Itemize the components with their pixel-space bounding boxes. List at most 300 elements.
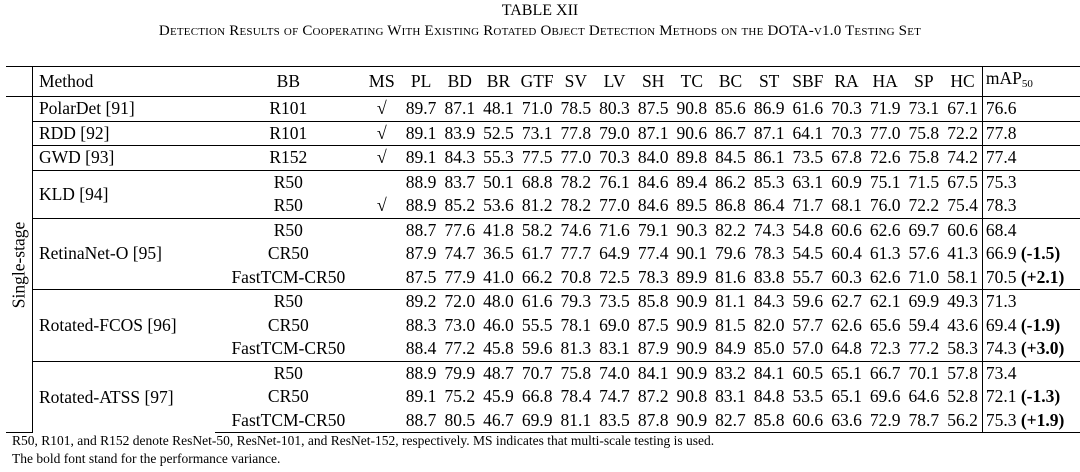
value-cell: 78.5 [556, 97, 595, 122]
value-cell: 81.2 [521, 195, 553, 216]
map-delta: (+1.9) [1020, 409, 1065, 430]
map-cell [982, 194, 1080, 218]
value-cell: 52.8 [947, 386, 978, 407]
value-cell: 89.8 [672, 146, 711, 171]
value-cell: 89.1 [402, 146, 441, 171]
header-row [6, 67, 1080, 97]
table-row [6, 121, 1080, 146]
header-sv: SV [556, 67, 595, 97]
value-cell: 85.2 [444, 195, 476, 216]
value-cell: 84.9 [715, 338, 746, 359]
map-value: 78.3 [985, 195, 1017, 216]
value-cell: 75.4 [947, 195, 978, 216]
value-cell: 80.3 [595, 97, 634, 122]
value-cell: 85.3 [750, 170, 789, 194]
value-cell: 71.5 [905, 170, 944, 194]
value-cell: 87.8 [634, 409, 673, 433]
backbone-cell: CR50 [267, 386, 309, 407]
value-cell: 72.5 [599, 266, 630, 287]
map-value: 71.3 [985, 291, 1017, 312]
value-cell: 85.8 [634, 290, 673, 314]
value-cell: 71.7 [792, 195, 824, 216]
value-cell: 70.3 [827, 97, 866, 122]
value-cell: 64.1 [789, 121, 828, 146]
value-cell: 73.1 [518, 121, 557, 146]
value-cell: 86.1 [750, 146, 789, 171]
value-cell: 72.0 [440, 290, 479, 314]
value-cell: 60.6 [943, 218, 982, 242]
value-cell: 59.6 [521, 338, 553, 359]
table-row [6, 290, 1080, 314]
value-cell: 90.3 [672, 218, 711, 242]
value-cell: 84.1 [750, 361, 789, 385]
map-value: 75.3 [985, 409, 1017, 430]
value-cell: 73.0 [444, 314, 476, 335]
header-bb: BB [215, 67, 362, 97]
value-cell: 74.2 [943, 146, 982, 171]
value-cell: 58.1 [947, 266, 978, 287]
table-row [6, 146, 1080, 171]
map-delta: (-1.5) [1020, 243, 1061, 264]
backbone-cell: R50 [215, 361, 362, 385]
map-cell [982, 290, 1080, 314]
value-cell: 62.6 [866, 218, 905, 242]
value-cell: 58.2 [518, 218, 557, 242]
value-cell: 82.2 [711, 218, 750, 242]
value-cell: 83.1 [599, 338, 630, 359]
stage-header-cell [6, 67, 32, 97]
header-lv: LV [595, 67, 634, 97]
value-cell: 77.0 [599, 195, 630, 216]
value-cell: 67.8 [827, 146, 866, 171]
map-cell [982, 314, 1080, 338]
value-cell: 75.1 [866, 170, 905, 194]
header-ra: RA [827, 67, 866, 97]
table-row [6, 218, 1080, 242]
value-cell: 57.7 [792, 314, 824, 335]
value-cell: 36.5 [483, 243, 514, 264]
value-cell: 67.1 [943, 97, 982, 122]
value-cell: 84.0 [634, 146, 673, 171]
value-cell: 41.8 [479, 218, 518, 242]
map-value: 72.1 [985, 386, 1017, 407]
value-cell: 64.6 [908, 386, 940, 407]
value-cell: 69.9 [905, 290, 944, 314]
value-cell: 62.6 [869, 266, 901, 287]
value-cell: 86.4 [753, 195, 785, 216]
value-cell: 90.9 [672, 290, 711, 314]
method-cell: KLD [94] [32, 170, 214, 218]
value-cell: 89.7 [402, 97, 441, 122]
backbone-cell: R50 [215, 170, 362, 194]
map-cell [982, 361, 1080, 385]
method-cell: PolarDet [91] [32, 97, 214, 122]
value-cell: 64.8 [831, 338, 862, 359]
value-cell: 77.4 [637, 243, 669, 264]
map-cell [982, 385, 1080, 409]
header-ha: HA [866, 67, 905, 97]
header-map-subscript: 50 [1021, 78, 1033, 90]
map-delta: (-1.3) [1020, 386, 1061, 407]
value-cell: 61.3 [869, 243, 901, 264]
value-cell: 60.9 [827, 170, 866, 194]
value-cell: 67.5 [943, 170, 982, 194]
backbone-cell: R50 [215, 290, 362, 314]
value-cell: 62.1 [866, 290, 905, 314]
table-title: TABLE XII [501, 2, 579, 19]
value-cell: 77.6 [440, 218, 479, 242]
value-cell: 75.8 [556, 361, 595, 385]
value-cell: 90.6 [672, 121, 711, 146]
header-map-label: mAP [985, 68, 1022, 88]
map-cell [982, 170, 1080, 194]
header-gtf: GTF [518, 67, 557, 97]
value-cell: 74.0 [595, 361, 634, 385]
value-cell: 57.8 [943, 361, 982, 385]
table-body [6, 97, 1080, 433]
map-value: 77.8 [985, 122, 1017, 143]
value-cell: 89.9 [676, 266, 708, 287]
value-cell: 71.0 [908, 266, 940, 287]
backbone-cell: R50 [215, 218, 362, 242]
map-value: 75.3 [985, 171, 1017, 192]
backbone-cell: CR50 [267, 243, 309, 264]
ms-cell [362, 242, 402, 266]
value-cell: 77.9 [444, 266, 476, 287]
backbone-cell: FastTCM-CR50 [231, 266, 346, 287]
value-cell: 60.4 [831, 243, 862, 264]
backbone-cell: FastTCM-CR50 [215, 409, 362, 433]
value-cell: 72.6 [866, 146, 905, 171]
value-cell: 78.3 [753, 243, 785, 264]
value-cell: 89.1 [402, 121, 441, 146]
map-cell [982, 146, 1080, 171]
value-cell: 87.5 [405, 266, 437, 287]
value-cell: 85.8 [750, 409, 789, 433]
value-cell: 46.0 [483, 314, 514, 335]
value-cell: 74.6 [556, 218, 595, 242]
map-cell [982, 337, 1080, 361]
value-cell: 89.4 [672, 170, 711, 194]
value-cell: 70.8 [560, 266, 592, 287]
value-cell: 75.8 [905, 146, 944, 171]
method-cell: GWD [93] [32, 146, 214, 171]
value-cell: 60.6 [789, 409, 828, 433]
value-cell: 87.2 [637, 386, 669, 407]
value-cell: 72.3 [869, 338, 901, 359]
value-cell: 88.3 [405, 314, 437, 335]
backbone-cell: CR50 [267, 314, 309, 335]
value-cell: 86.2 [711, 170, 750, 194]
value-cell: 84.1 [634, 361, 673, 385]
value-cell: 84.6 [637, 195, 669, 216]
value-cell: 66.7 [866, 361, 905, 385]
backbone-cell: R152 [215, 146, 362, 171]
value-cell: 80.5 [440, 409, 479, 433]
value-cell: 74.7 [599, 386, 630, 407]
value-cell: 90.9 [672, 361, 711, 385]
value-cell: 57.0 [792, 338, 824, 359]
stage-cell [6, 97, 32, 433]
value-cell: 66.2 [521, 266, 553, 287]
value-cell: 78.2 [556, 170, 595, 194]
value-cell: 88.9 [402, 361, 441, 385]
value-cell: 54.5 [792, 243, 824, 264]
value-cell: 58.3 [947, 338, 978, 359]
value-cell: 76.1 [595, 170, 634, 194]
value-cell: 69.9 [518, 409, 557, 433]
value-cell: 81.6 [715, 266, 746, 287]
value-cell: 69.6 [869, 386, 901, 407]
value-cell: 90.1 [676, 243, 708, 264]
value-cell: 43.6 [947, 314, 978, 335]
header-sh: SH [634, 67, 673, 97]
value-cell: 61.6 [789, 97, 828, 122]
value-cell: 53.6 [483, 195, 514, 216]
ms-cell [362, 385, 402, 409]
value-cell: 77.2 [444, 338, 476, 359]
value-cell: 79.6 [715, 243, 746, 264]
value-cell: 74.7 [444, 243, 476, 264]
ms-cell [362, 337, 402, 361]
table-notes [12, 432, 714, 468]
value-cell: 45.9 [483, 386, 514, 407]
value-cell: 68.8 [518, 170, 557, 194]
backbone-cell: R101 [215, 97, 362, 122]
value-cell: 48.0 [479, 290, 518, 314]
value-cell: 88.4 [405, 338, 437, 359]
map-value: 66.9 [985, 243, 1017, 264]
value-cell: 72.2 [908, 195, 940, 216]
table-subtitle: Detection Results of Cooperating With Existing Rotated Object Detection Methods on the DOTA-v1.0 Testing Set [158, 23, 922, 39]
map-value: 73.4 [985, 362, 1017, 383]
value-cell: 81.3 [560, 338, 592, 359]
value-cell: 55.5 [521, 314, 553, 335]
value-cell: 78.4 [560, 386, 592, 407]
value-cell: 60.5 [789, 361, 828, 385]
value-cell: 90.8 [672, 97, 711, 122]
value-cell: 63.6 [827, 409, 866, 433]
backbone-cell: R101 [215, 121, 362, 146]
value-cell: 60.6 [827, 218, 866, 242]
value-cell: 90.9 [676, 314, 708, 335]
value-cell: 65.1 [831, 386, 862, 407]
value-cell: 56.2 [943, 409, 982, 433]
value-cell: 85.6 [711, 97, 750, 122]
value-cell: 82.0 [753, 314, 785, 335]
method-cell: Rotated-FCOS [96] [32, 290, 214, 362]
value-cell: 86.8 [715, 195, 746, 216]
value-cell: 81.1 [711, 290, 750, 314]
value-cell: 87.1 [750, 121, 789, 146]
header-hc: HC [943, 67, 982, 97]
value-cell: 75.8 [905, 121, 944, 146]
value-cell: 82.7 [711, 409, 750, 433]
value-cell: 83.9 [440, 121, 479, 146]
map-delta: (+3.0) [1020, 338, 1065, 359]
ms-cell: √ [362, 146, 402, 171]
ms-cell [362, 218, 402, 242]
map-cell [982, 266, 1080, 290]
value-cell: 77.2 [908, 338, 940, 359]
header-st: ST [750, 67, 789, 97]
results-table [6, 66, 1080, 433]
value-cell: 83.1 [715, 386, 746, 407]
value-cell: 83.2 [711, 361, 750, 385]
value-cell: 83.5 [595, 409, 634, 433]
header-br: BR [479, 67, 518, 97]
value-cell: 75.2 [444, 386, 476, 407]
value-cell: 45.8 [483, 338, 514, 359]
value-cell: 71.6 [595, 218, 634, 242]
value-cell: 83.8 [753, 266, 785, 287]
ms-cell [362, 314, 402, 338]
value-cell: 66.8 [521, 386, 553, 407]
header-pl: PL [402, 67, 441, 97]
value-cell: 88.7 [402, 218, 441, 242]
method-cell: RDD [92] [32, 121, 214, 146]
map-value: 77.4 [985, 147, 1017, 168]
backbone-cell: R50 [273, 195, 303, 216]
value-cell: 84.8 [753, 386, 785, 407]
note-bold: The bold font stand for the performance variance. [12, 451, 281, 466]
value-cell: 70.1 [905, 361, 944, 385]
value-cell: 89.1 [405, 386, 437, 407]
value-cell: 84.5 [711, 146, 750, 171]
value-cell: 79.0 [595, 121, 634, 146]
header-sp: SP [905, 67, 944, 97]
ms-cell [362, 266, 402, 290]
value-cell: 77.0 [556, 146, 595, 171]
value-cell: 90.9 [672, 409, 711, 433]
value-cell: 74.3 [750, 218, 789, 242]
value-cell: 79.3 [556, 290, 595, 314]
header-bc: BC [711, 67, 750, 97]
value-cell: 87.5 [637, 314, 669, 335]
map-value: 76.6 [985, 98, 1017, 119]
map-delta: (+2.1) [1020, 266, 1065, 287]
value-cell: 77.8 [556, 121, 595, 146]
map-cell [982, 409, 1080, 433]
value-cell: 59.4 [908, 314, 940, 335]
value-cell: 70.7 [518, 361, 557, 385]
backbone-cell: FastTCM-CR50 [231, 338, 346, 359]
ms-cell [362, 170, 402, 194]
value-cell: 41.3 [947, 243, 978, 264]
value-cell: 87.9 [637, 338, 669, 359]
value-cell: 81.1 [556, 409, 595, 433]
header-sbf: SBF [789, 67, 828, 97]
value-cell: 89.2 [402, 290, 441, 314]
value-cell: 71.9 [866, 97, 905, 122]
value-cell: 60.3 [831, 266, 862, 287]
ms-cell: √ [376, 195, 387, 216]
table-row [6, 361, 1080, 385]
value-cell: 90.9 [676, 338, 708, 359]
value-cell: 70.3 [595, 146, 634, 171]
value-cell: 88.7 [402, 409, 441, 433]
value-cell: 85.0 [753, 338, 785, 359]
value-cell: 69.0 [599, 314, 630, 335]
value-cell: 86.7 [711, 121, 750, 146]
value-cell: 81.5 [715, 314, 746, 335]
value-cell: 77.7 [560, 243, 592, 264]
header-bd: BD [440, 67, 479, 97]
map-cell [982, 97, 1080, 122]
value-cell: 87.5 [634, 97, 673, 122]
value-cell: 84.3 [750, 290, 789, 314]
ms-cell: √ [362, 97, 402, 122]
value-cell: 52.5 [479, 121, 518, 146]
value-cell: 77.0 [866, 121, 905, 146]
table-row [6, 97, 1080, 122]
value-cell: 90.8 [676, 386, 708, 407]
value-cell: 72.2 [943, 121, 982, 146]
value-cell: 78.7 [905, 409, 944, 433]
value-cell: 55.7 [792, 266, 824, 287]
method-cell: RetinaNet-O [95] [32, 218, 214, 290]
value-cell: 54.8 [789, 218, 828, 242]
header-tc: TC [672, 67, 711, 97]
value-cell: 59.6 [789, 290, 828, 314]
value-cell: 61.7 [521, 243, 553, 264]
ms-cell: √ [362, 121, 402, 146]
value-cell: 62.6 [831, 314, 862, 335]
value-cell: 46.7 [479, 409, 518, 433]
method-cell: Rotated-ATSS [97] [32, 361, 214, 433]
map-value: 70.5 [985, 266, 1017, 287]
map-cell [982, 218, 1080, 242]
value-cell: 53.5 [792, 386, 824, 407]
ms-cell [362, 409, 402, 433]
value-cell: 73.1 [905, 97, 944, 122]
value-cell: 50.1 [479, 170, 518, 194]
map-cell [982, 242, 1080, 266]
value-cell: 79.1 [634, 218, 673, 242]
value-cell: 79.9 [440, 361, 479, 385]
value-cell: 84.3 [440, 146, 479, 171]
map-delta: (-1.9) [1020, 314, 1061, 335]
map-cell [982, 121, 1080, 146]
value-cell: 76.0 [869, 195, 901, 216]
value-cell: 48.7 [479, 361, 518, 385]
value-cell: 65.6 [869, 314, 901, 335]
value-cell: 78.2 [560, 195, 592, 216]
value-cell: 68.1 [831, 195, 862, 216]
value-cell: 89.5 [676, 195, 708, 216]
value-cell: 87.1 [634, 121, 673, 146]
value-cell: 57.6 [908, 243, 940, 264]
value-cell: 88.9 [402, 170, 441, 194]
stage-label: Single-stage [8, 221, 29, 308]
header-map [982, 67, 1080, 97]
value-cell: 88.9 [405, 195, 437, 216]
value-cell: 84.6 [634, 170, 673, 194]
value-cell: 77.5 [518, 146, 557, 171]
map-value: 68.4 [985, 219, 1017, 240]
map-value: 69.4 [985, 314, 1017, 335]
value-cell: 70.3 [827, 121, 866, 146]
value-cell: 72.9 [866, 409, 905, 433]
value-cell: 83.7 [440, 170, 479, 194]
value-cell: 73.5 [595, 290, 634, 314]
value-cell: 63.1 [789, 170, 828, 194]
value-cell: 73.5 [789, 146, 828, 171]
value-cell: 41.0 [483, 266, 514, 287]
value-cell: 55.3 [479, 146, 518, 171]
map-value: 74.3 [985, 338, 1017, 359]
value-cell: 62.7 [827, 290, 866, 314]
